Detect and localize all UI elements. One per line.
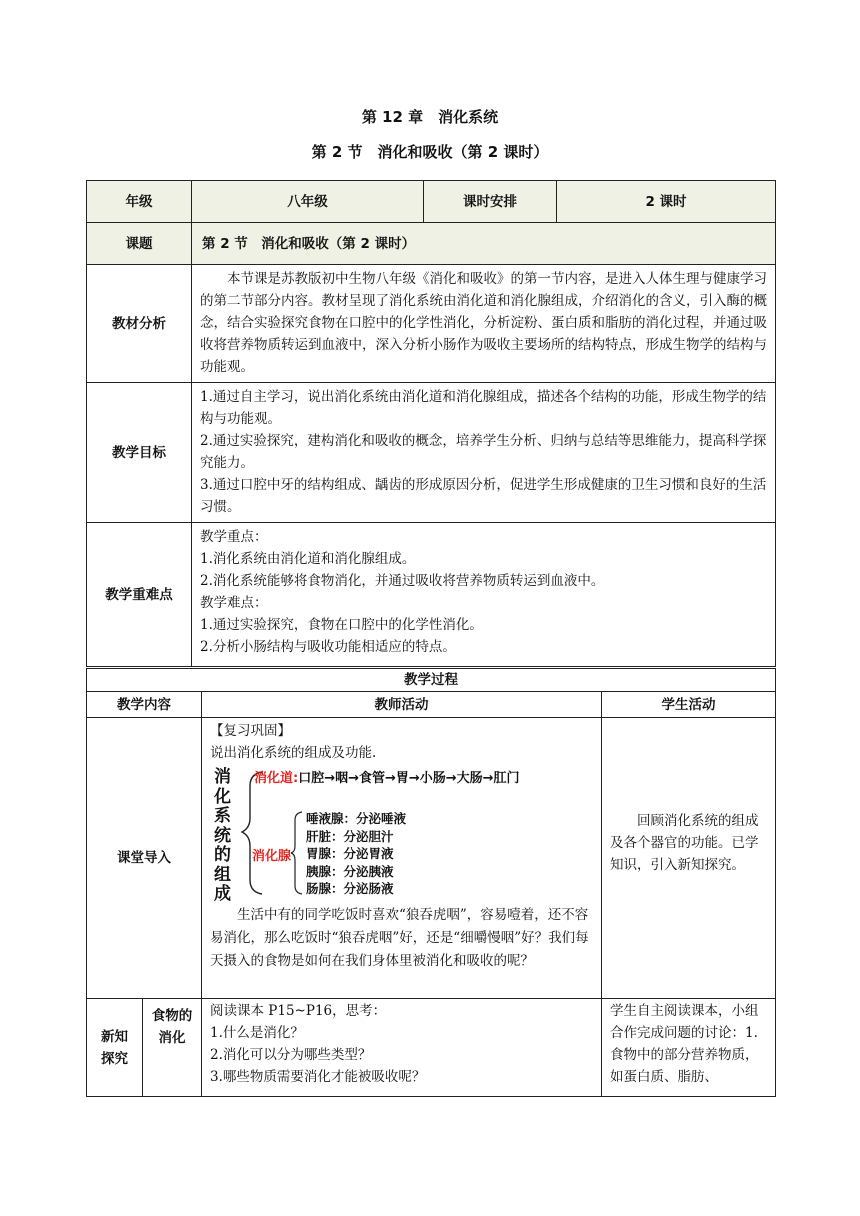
hours-label: 课时安排: [423, 180, 557, 223]
diagram-root: 消化系统的组成: [214, 767, 231, 904]
explore-line: 阅读课本 P15~P16，思考：: [210, 1003, 387, 1019]
section-title: 第 2 节 消化和吸收（第 2 课时）: [311, 143, 549, 161]
goal-item: 2.通过实验探究，建构消化和吸收的概念，培养学生分析、归纳与总结等思维能力，提高科学探究能力。: [200, 433, 767, 471]
intro-label: 课堂导入: [86, 717, 202, 999]
digestive-system-diagram: [214, 767, 594, 904]
gland-item: 肝脏：分泌胆汁: [306, 828, 394, 844]
gland-item: 胃腺：分泌胃液: [306, 846, 394, 862]
analysis-label: 教材分析: [86, 264, 192, 383]
keypoint-line: 教学重点：: [200, 529, 268, 545]
keypoint-line: 2.分析小肠结构与吸收功能相适应的特点。: [200, 639, 456, 655]
tract-path: 口腔→咽→食管→胃→小肠→大肠→肛门: [298, 771, 520, 786]
explore-line: 2.消化可以分为哪些类型？: [210, 1047, 372, 1063]
topic-label: 课题: [86, 222, 192, 265]
process-title: 教学过程: [86, 668, 776, 692]
gland-item: 肠腺：分泌肠液: [306, 881, 394, 897]
explore-label: 新知探究: [86, 998, 143, 1097]
chapter-title: 第 12 章 消化系统: [361, 108, 499, 126]
gland-label: 消化腺: [252, 849, 292, 864]
diagram-tract: [254, 768, 520, 790]
col-header-teacher: 教师活动: [201, 691, 602, 718]
goal-item: 1.通过自主学习，说出消化系统由消化道和消化腺组成，描述各个结构的功能，形成生物学的结构与功能观。: [200, 389, 767, 427]
keypoint-line: 教学难点：: [200, 595, 268, 611]
hours-value: 2 课时: [556, 180, 776, 223]
intro-student: 回顾消化系统的组成及各个器官的功能。已学知识，引入新知探究。: [601, 717, 776, 999]
intro-story: 生活中有的同学吃饭时喜欢“狼吞虎咽”，容易噎着，还不容易消化，那么吃饭时“狼吞虎咽”好，还是“细嚼慢咽”好？我们每天摄入的食物是如何在我们身体里被消化和吸收的呢？: [210, 907, 589, 969]
topic-value: 第 2 节 消化和吸收（第 2 课时）: [191, 222, 776, 265]
explore-teacher: [201, 998, 602, 1097]
explore-line: 3.哪些物质需要消化才能被吸收呢？: [210, 1069, 426, 1085]
keypoint-line: 1.消化系统由消化道和消化腺组成。: [200, 551, 416, 567]
explore-sublabel: 食物的消化: [142, 998, 202, 1097]
goals-list: [191, 382, 776, 523]
gland-list: [306, 810, 406, 898]
keypoints-list: [191, 522, 776, 667]
goals-label: 教学目标: [86, 382, 192, 523]
tract-label: 消化道:: [254, 771, 299, 786]
gland-brace: [290, 810, 304, 896]
analysis-text: 本节课是苏教版初中生物八年级《消化和吸收》的第一节内容，是进入人体生理与健康学习的第二节部分内容。教材呈现了消化系统由消化道和消化腺组成，介绍消化的含义，引入酶的概念，结合实验探究食物在口腔中的化学性消化，分析淀粉、蛋白质和脂肪的消化过程，并通过吸收将营养物质转运到血液中，深入分析小肠作为吸收主要场所的结构特点，形成生物学的结构与功能观。: [191, 264, 776, 383]
grade-label: 年级: [86, 180, 192, 223]
explore-line: 1.什么是消化？: [210, 1025, 304, 1041]
keypoints-label: 教学重难点: [86, 522, 192, 667]
review-title: 【复习巩固】: [210, 723, 291, 739]
keypoint-line: 2.消化系统能够将食物消化，并通过吸收将营养物质转运到血液中。: [200, 573, 605, 589]
col-header-student: 学生活动: [601, 691, 776, 718]
explore-student: 学生自主阅读课本，小组合作完成问题的讨论：1.食物中的部分营养物质，如蛋白质、脂肪、: [601, 998, 776, 1097]
grade-value: 八年级: [191, 180, 424, 223]
gland-item: 胰腺：分泌胰液: [306, 863, 394, 879]
col-header-content: 教学内容: [86, 691, 202, 718]
intro-teacher-cell: [201, 717, 602, 999]
keypoint-line: 1.通过实验探究，食物在口腔中的化学性消化。: [200, 617, 483, 633]
review-question: 说出消化系统的组成及功能.: [210, 745, 377, 761]
gland-item: 唾液腺：分泌唾液: [306, 811, 407, 826]
goal-item: 3.通过口腔中牙的结构组成、龋齿的形成原因分析，促进学生形成健康的卫生习惯和良好的生活习惯。: [200, 477, 767, 515]
